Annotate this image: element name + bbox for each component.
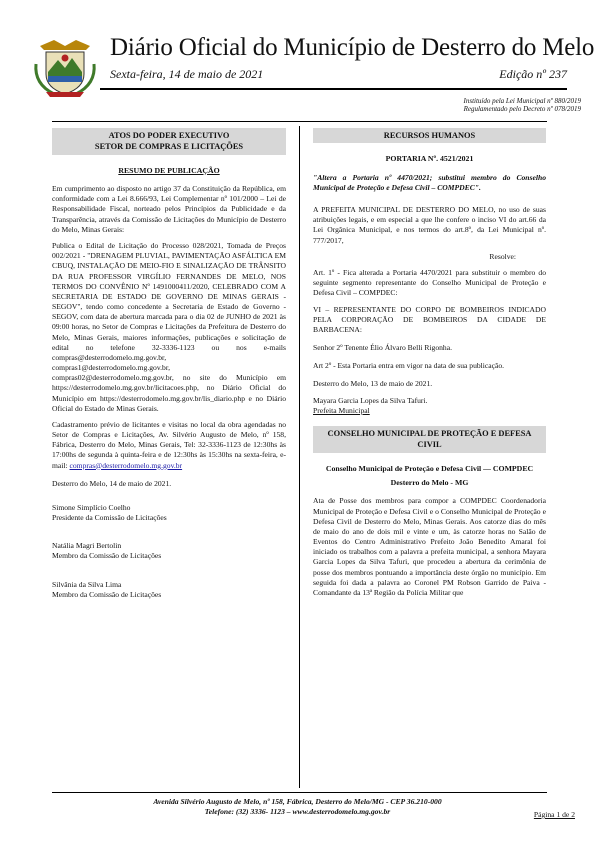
registration-paragraph: Cadastramento prévio de licitantes e visitas no local da obra agendadas no Setor de Compras e Licitações, Av. Silvério Augusto de Melo, nº 158, Fábrica, Desterro do Melo, Minas Gerais, Tel: 32-3336-1123 de 12:30hs às 17:00hs de segunda à quinta-feira e de 12:30hs às 15:30hs na sexta-feira, e-mail: compras@desterrodomelo.mg.gov.br xyxy=(52,419,286,470)
article-1: Art. 1º - Fica alterada a Portaria 4470/2021 para substituir o membro do seguinte segmento representante do Conselho Municipal de Proteção e Defesa Civil – COMPDEC: xyxy=(313,267,546,298)
intro-paragraph: Em cumprimento ao disposto no artigo 37 da Constituição da República, em conformidade com a Lei 8.666/93, Lei Complementar nº 101/2000 – Lei de Responsabilidade Fiscal, norteado pelos Princípios da Publicidade e da Transparência, através da Comissão de Licitações do Município de Desterro do Melo, Minas Gerais: xyxy=(52,184,286,234)
section-header-civil-defense: CONSELHO MUNICIPAL DE PROTEÇÃO E DEFESA CIVIL xyxy=(313,426,546,453)
footer-address: Avenida Silvério Augusto de Melo, nº 158, Fábrica, Desterro do Melo/MG - CEP 36.210-000 Telefone: (32) 3336- 1123 – www.desterrodomelo.mg.gov.br xyxy=(153,797,442,817)
portaria-title: PORTARIA Nº. 4521/2021 xyxy=(385,154,474,164)
institute-decree: Regulamentado pelo Decreto nº 078/2019 xyxy=(463,105,581,113)
left-column xyxy=(52,128,286,600)
portaria-ementa: "Altera a Portaria nº 4470/2021; substitui membro do Conselho Municipal de Proteção e Defesa Civil – COMPDEC". xyxy=(313,172,546,192)
mayor-preamble: A PREFEITA MUNICIPAL DE DESTERRO DO MELO, no uso de suas atribuições legais, e em especial a que lhe confere o inciso VI do art.66 da Lei Orgânica Municipal, e nos termos do art.8º, da Lei Municipal nº. 777/2017, xyxy=(313,205,546,245)
newspaper-title: Diário Oficial do Município de Desterro do Melo xyxy=(110,34,595,61)
right-column xyxy=(313,128,546,604)
page-number: Página 1 de 2 xyxy=(533,810,575,819)
section-header-hr: RECURSOS HUMANOS xyxy=(313,128,546,143)
section-header-executive: ATOS DO PODER EXECUTIVO SETOR DE COMPRAS E LICITAÇÕES xyxy=(52,128,286,155)
new-member: Senhor 2º Tenente Élio Álvaro Belli Rigonha. xyxy=(313,343,452,353)
institute-law: Instituído pela Lei Municipal nº 880/2019 xyxy=(463,97,581,105)
portaria-place-date: Desterro do Melo, 13 de maio de 2021. xyxy=(313,379,433,389)
footer-rule xyxy=(52,792,547,793)
signature-block-2: Natália Magri Bertolin Membro da Comissão de Licitações xyxy=(52,541,162,561)
mayor-signature: Mayara Garcia Lopes da Silva Tafuri. Prefeita Municipal xyxy=(313,395,428,415)
edition-number: Edição nº 237 xyxy=(499,67,567,81)
article-2: Art 2º - Esta Portaria entra em vigor na data de sua publicação. xyxy=(313,361,505,371)
place-date: Desterro do Melo, 14 de maio de 2021. xyxy=(52,478,172,488)
ata-paragraph: Ata de Posse dos membros para compor a COMPDEC Coordenadoria Municipal de Proteção e Defesa Civil e o Conselho Municipal de Proteção e Defesa Civil de Desterro do Melo, Minas Gerais. Aos catorze dias do mês de maio do ano de dois mil e vinte e um, às catorze horas no Salão de Eventos do Centro Administrativo Prefeito João Benedito Amaral foi iniciado os trabalhos com a palavra a prefeita municipal, a senhora Mayara Garcia Lopes da Silva Tafuri, que procedeu a abertura da cerimônia de posse dos membros pontuando a importância deste órgão no município. Em seguida foi dada a palavra ao Coronel PM Robson Garrido de Paiva - Comandante da 13ª Região da Polícia Militar que xyxy=(313,496,546,597)
compdec-location: Desterro do Melo - MG xyxy=(390,478,469,487)
signature-block-3: Silvânia da Silva Lima Membro da Comissão de Licitações xyxy=(52,579,162,599)
issue-date: Sexta-feira, 14 de maio de 2021 xyxy=(110,67,264,81)
institute-note xyxy=(464,97,581,113)
resolve-label: Resolve: xyxy=(489,251,516,261)
email-link[interactable]: compras@desterrodomelo.mg.gov.br xyxy=(69,460,183,470)
header-rule xyxy=(100,88,567,90)
municipal-coat-of-arms-icon xyxy=(32,36,98,98)
column-divider xyxy=(299,126,300,788)
segment-vi: VI – REPRESENTANTE DO CORPO DE BOMBEIROS INDICADO PELA CORPORAÇÃO DE BOMBEIROS DA CIDADE DE BARBACENA: xyxy=(313,304,546,334)
edital-paragraph: Publica o Edital de Licitação do Processo 028/2021, Tomada de Preços 002/2021 - "DRENAGEM PLUVIAL, PAVIMENTAÇÃO ASFÁLTICA EM CBUQ, INSTALAÇÃO DE MEIO-FIO E SINALIZAÇÃO DE TRÂNSITO DA RUA PROFESSOR VIRGÍLIO FERNANDES DE MELO, NOS TERMOS DO CONVÊNIO Nº 1491000411/2020, CELEBRADO COM A SECRETARIA DE ESTADO DE GOVERNO DE MINAS GERAIS - SEGOV", tendo como concedente a Secretaria de Estado de Governo - SEGOV, com data de abertura marcada para o dia 02 de JUNHO de 2021 às 09:00 horas, no Setor de Compras e Licitações da Prefeitura de Desterro do Melo, Minas Gerais, maiores informações, publicações e solicitação de edital no telefone 32-3336-1123 ou nos e-mails compras@desterrodomelo.mg.gov.br, compras1@desterrodomelo.mg.gov.br, compras02@desterrodomelo.mg.gov.br, no site do Município em https://desterrodomelo.mg.gov.br/licitacoes.php, no Diário Oficial do Município em https://desterrodomelo.mg.gov.br/lis_diario.php e no Diário Oficial do Estado de Minas Gerais. xyxy=(52,240,286,413)
publication-summary-title: RESUMO DE PUBLICAÇÃO xyxy=(118,165,220,175)
compdec-title: Conselho Municipal de Proteção e Defesa Civil — COMPDEC xyxy=(325,463,534,473)
signature-block-1: Simone Simplício Coelho Presidente da Comissão de Licitações xyxy=(52,502,167,523)
content-top-rule xyxy=(52,121,547,122)
